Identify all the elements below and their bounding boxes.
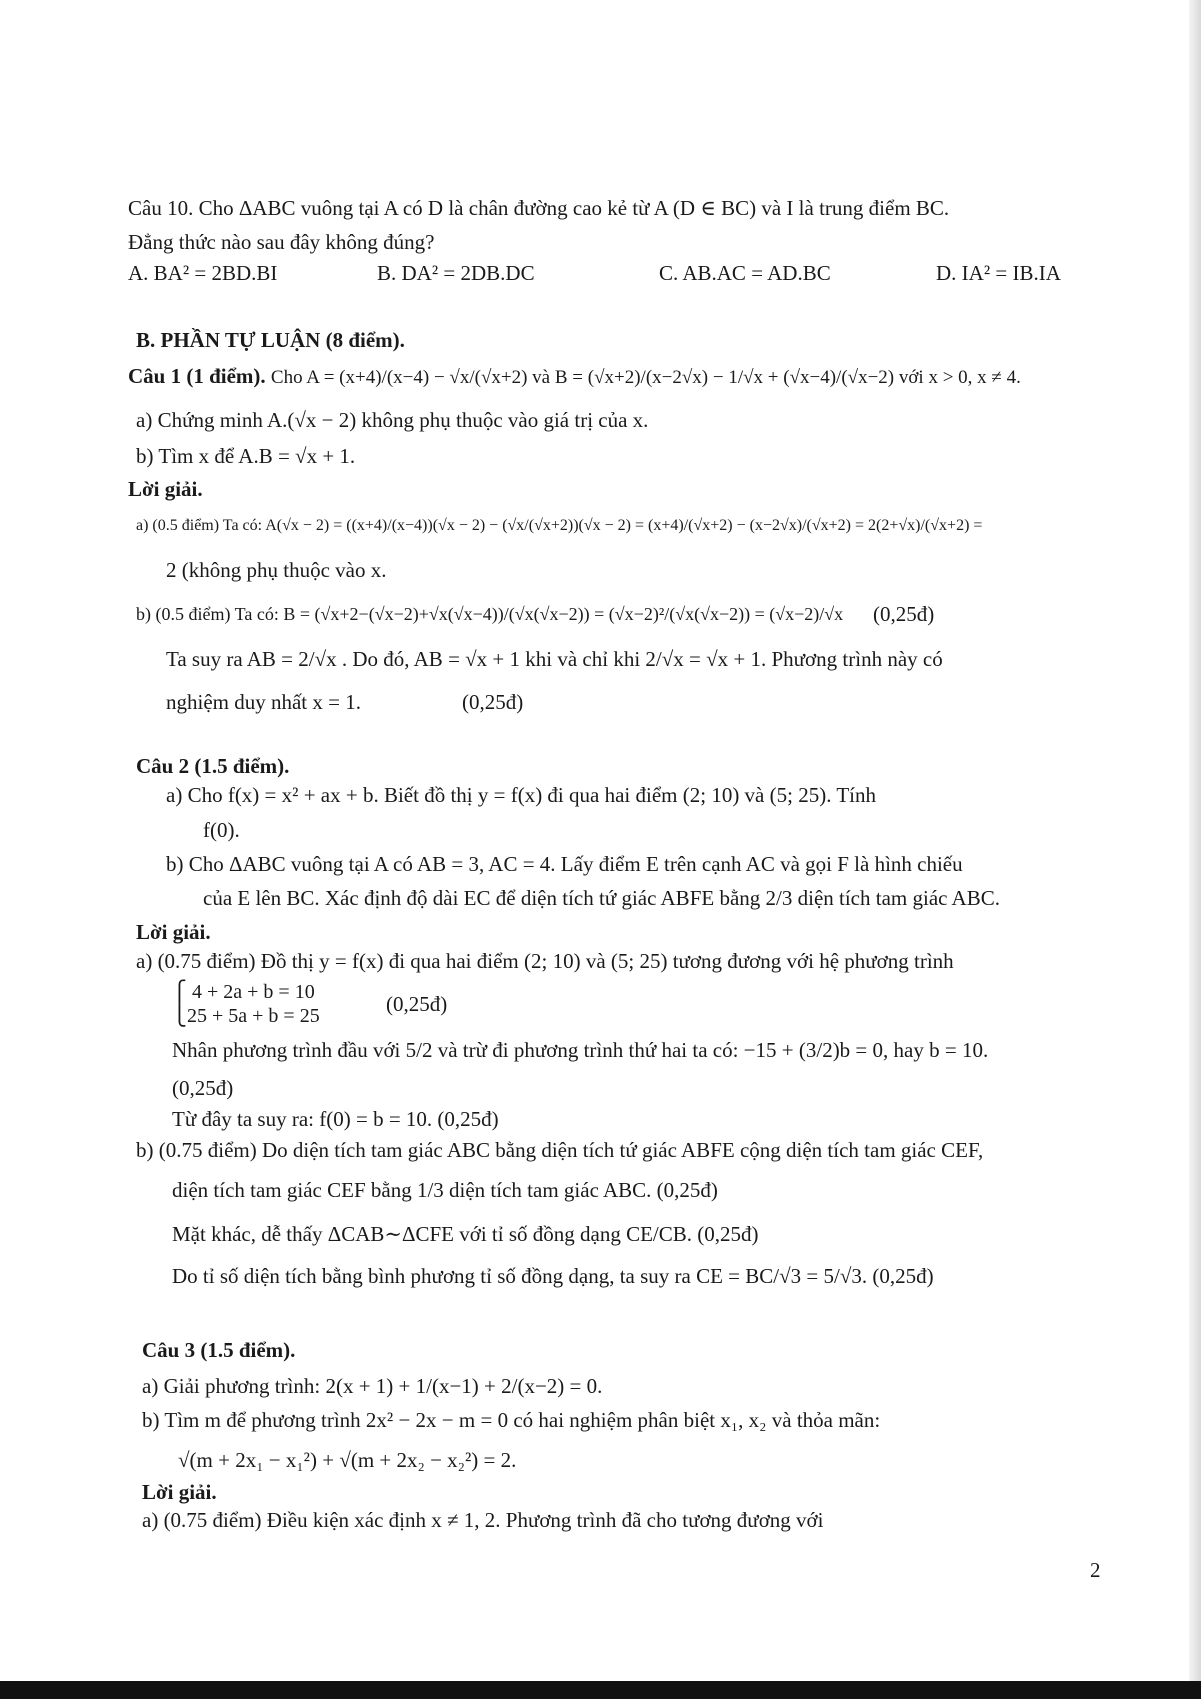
c2-solution-b-line1: b) (0.75 điểm) Do diện tích tam giác ABC bằng diện tích tứ giác ABFE cộng diện tích tam giác CEF, — [136, 1138, 984, 1162]
c2-solution-a-line1: a) (0.75 điểm) Đồ thị y = f(x) đi qua hai điểm (2; 10) và (5; 25) tương đương với hệ phương trình — [136, 949, 954, 973]
c1-statement: Cho A = (x+4)/(x−4) − √x/(√x+2) và B = (√x+2)/(x−2√x) − 1/√x + (√x−4)/(√x−2) với x > 0, x ≠ 4. — [270, 367, 1021, 388]
q10-line2: Đẳng thức nào sau đây không đúng? — [128, 230, 435, 254]
c2-heading: Câu 2 (1.5 điểm). — [136, 754, 290, 778]
q10-option-d: D. IA² = IB.IA — [936, 261, 1061, 285]
c2-solution-a-points: (0,25đ) — [172, 1076, 234, 1100]
q10-option-b: B. DA² = 2DB.DC — [377, 261, 535, 285]
c1-solution-b-line3-points: (0,25đ) — [462, 690, 524, 714]
c1-heading: Câu 1 (1 điểm). — [128, 364, 266, 388]
c2-part-a-line2: f(0). — [203, 818, 240, 842]
c1-solution-b-points: (0,25đ) — [873, 602, 935, 626]
c2-system-eq1: ⎧ 4 + 2a + b = 10 — [172, 981, 315, 1003]
c1-solution-b-line1: b) (0.5 điểm) Ta có: B = (√x+2−(√x−2)+√x(√x−4))/(√x(√x−2)) = (√x−2)²/(√x(√x−2)) = (√x−2)/√x — [136, 604, 844, 624]
c2-solution-b-line4: Do tỉ số diện tích bằng bình phương tỉ số đồng dạng, ta suy ra CE = BC/√3 = 5/√3. (0,25đ) — [172, 1264, 934, 1288]
scan-right-edge — [1189, 0, 1201, 1699]
c2-part-b-line1: b) Cho ΔABC vuông tại A có AB = 3, AC = 4. Lấy điểm E trên cạnh AC và gọi F là hình chiếu — [166, 852, 963, 876]
c2-solution-a-line3: Từ đây ta suy ra: f(0) = b = 10. (0,25đ) — [172, 1107, 499, 1131]
c2-solution-label: Lời giải. — [136, 920, 211, 944]
c1-solution-label: Lời giải. — [128, 477, 203, 501]
c2-system-points: (0,25đ) — [386, 992, 448, 1016]
c3-heading: Câu 3 (1.5 điểm). — [142, 1338, 296, 1362]
q10-option-c: C. AB.AC = AD.BC — [659, 261, 831, 285]
c3-part-b-line2: √(m + 2x₁ − x₁²) + √(m + 2x₂ − x₂²) = 2. — [178, 1448, 517, 1472]
q10-line1: Câu 10. Cho ΔABC vuông tại A có D là chân đường cao kẻ từ A (D ∈ BC) và I là trung điểm BC. — [128, 196, 950, 220]
c1-part-b: b) Tìm x để A.B = √x + 1. — [136, 444, 356, 468]
c3-part-b-line1: b) Tìm m để phương trình 2x² − 2x − m = 0 có hai nghiệm phân biệt x₁, x₂ và thỏa mãn: — [142, 1408, 881, 1432]
section-b-heading: B. PHẦN TỰ LUẬN (8 điểm). — [136, 328, 405, 352]
c2-solution-b-line2: diện tích tam giác CEF bằng 1/3 diện tích tam giác ABC. (0,25đ) — [172, 1178, 718, 1202]
c2-part-a-line1: a) Cho f(x) = x² + ax + b. Biết đồ thị y = f(x) đi qua hai điểm (2; 10) và (5; 25). Tính — [166, 783, 876, 807]
scan-bottom-band — [0, 1681, 1201, 1699]
c2-part-b-line2: của E lên BC. Xác định độ dài EC để diện tích tứ giác ABFE bằng 2/3 diện tích tam giác ABC. — [203, 886, 1000, 910]
c1-solution-b-line3: nghiệm duy nhất x = 1. — [166, 690, 361, 714]
q10-option-a: A. BA² = 2BD.BI — [128, 261, 278, 285]
c1-statement-line — [128, 362, 1021, 392]
c3-part-a: a) Giải phương trình: 2(x + 1) + 1/(x−1) + 2/(x−2) = 0. — [142, 1374, 603, 1398]
c2-solution-a-line2: Nhân phương trình đầu với 5/2 và trừ đi phương trình thứ hai ta có: −15 + (3/2)b = 0, hay b = 10. — [172, 1038, 989, 1062]
c1-solution-a-line1: a) (0.5 điểm) Ta có: A(√x − 2) = ((x+4)/(x−4))(√x − 2) − (√x/(√x+2))(√x − 2) = (x+4)/(√x+2) − (x−2√x)/(√x+2) = 2(2+√x)/(√x+2) = — [136, 517, 983, 534]
c1-part-a: a) Chứng minh A.(√x − 2) không phụ thuộc vào giá trị của x. — [136, 408, 649, 432]
c1-solution-b-line2: Ta suy ra AB = 2/√x . Do đó, AB = √x + 1 khi và chỉ khi 2/√x = √x + 1. Phương trình này có — [166, 647, 943, 671]
c2-solution-b-line3: Mặt khác, dễ thấy ΔCAB∼ΔCFE với tỉ số đồng dạng CE/CB. (0,25đ) — [172, 1222, 759, 1246]
c1-solution-a-line2: 2 (không phụ thuộc vào x. — [166, 558, 387, 582]
c2-system-eq2: ⎩25 + 5a + b = 25 — [172, 1005, 320, 1027]
page-number: 2 — [1090, 1558, 1101, 1582]
c3-solution-label: Lời giải. — [142, 1480, 217, 1504]
c3-solution-a-line1: a) (0.75 điểm) Điều kiện xác định x ≠ 1, 2. Phương trình đã cho tương đương với — [142, 1508, 824, 1532]
